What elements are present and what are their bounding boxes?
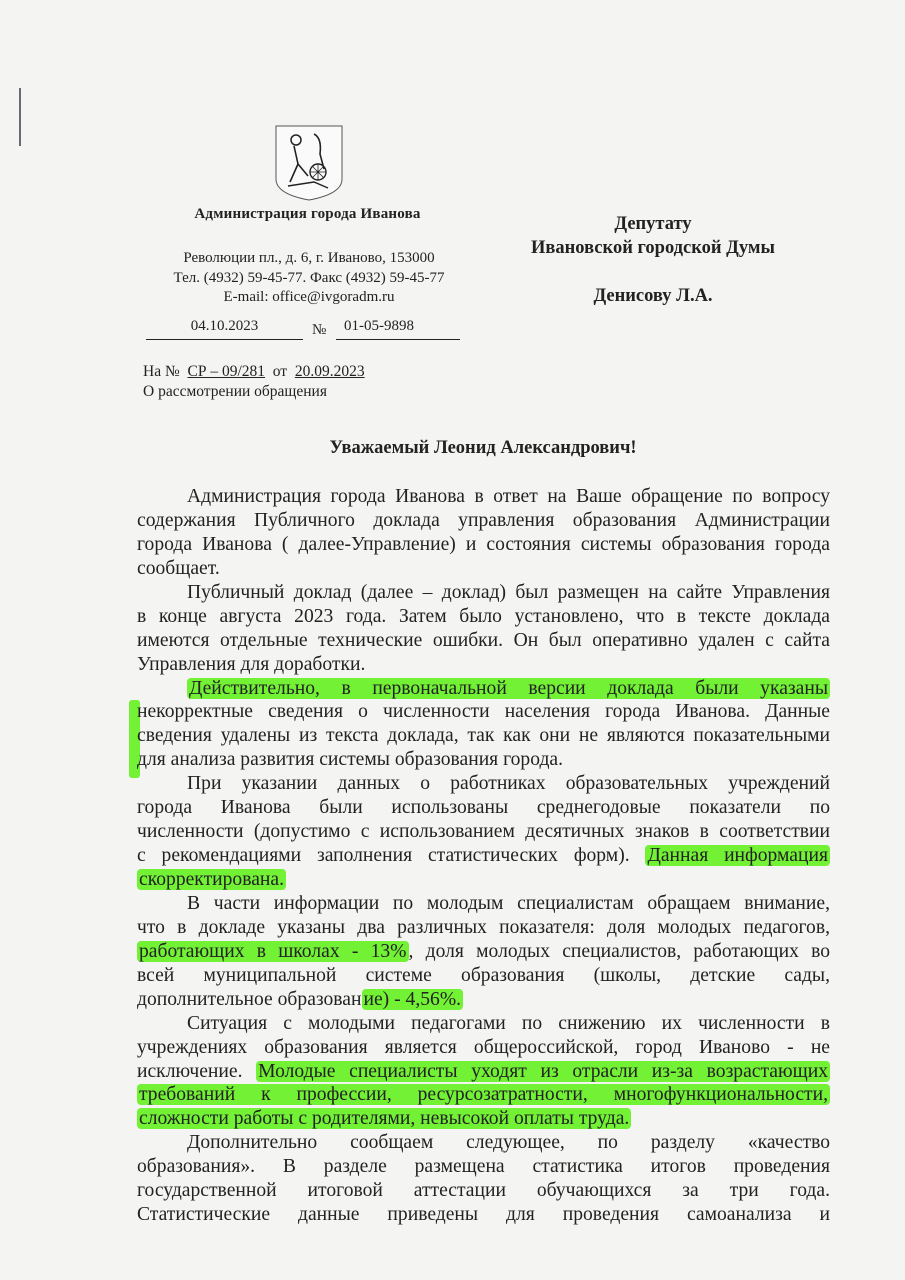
body-line <box>137 1060 830 1084</box>
body-line <box>137 844 830 868</box>
body-line <box>137 916 830 940</box>
body-line <box>137 653 830 677</box>
reply-date: 20.09.2023 <box>294 363 365 380</box>
body-line <box>137 820 830 844</box>
body-line <box>137 533 830 557</box>
body-line <box>137 772 830 796</box>
body-line <box>137 1083 830 1107</box>
body-text: сведения удалены из текста доклада, так как они не являются показательными <box>137 725 830 747</box>
body-text: Ситуация с молодыми педагогами по снижению их численности в <box>187 1012 830 1034</box>
body-line <box>137 557 830 581</box>
body-line <box>137 629 830 653</box>
body-line <box>137 677 830 701</box>
body-line <box>137 485 830 509</box>
body-text: При указании данных о работниках образовательных учреждений <box>187 773 830 795</box>
body-text: государственной итоговой аттестации обучающихся за три года. <box>137 1180 830 1202</box>
body-text: что в докладе указаны два различных показателя: доля молодых педагогов, <box>137 916 830 938</box>
body-line <box>137 724 830 748</box>
body-line <box>137 988 830 1012</box>
highlighted-text: ие) - 4,56%. <box>363 988 462 1010</box>
highlighted-text: сложности работы с родителями, невысокой оплаты труда. <box>139 1108 630 1130</box>
document-date: 04.10.2023 <box>146 318 303 340</box>
highlighted-text: требований к профессии, ресурсозатратности, многофункциональности, <box>139 1084 828 1106</box>
body-text: в конце августа 2023 года. Затем было установлено, что в тексте доклада <box>137 605 830 627</box>
number-sign: № <box>312 322 327 338</box>
body-line <box>137 964 830 988</box>
subject-line: О рассмотрении обращения <box>143 383 327 400</box>
phone-line: Тел. (4932) 59-45-77. Факс (4932) 59-45-77 <box>173 269 445 286</box>
body-text: для анализа развития системы образования города. <box>137 749 564 771</box>
highlighted-text: Действительно, в первоначальной версии доклада были указаны <box>189 677 828 699</box>
body-text: учреждениях образования является общероссийской, город Иваново - не <box>137 1036 830 1058</box>
highlighted-text: Данная информация <box>647 845 828 867</box>
body-text: всей муниципальной системе образования (школы, детские сады, <box>137 964 830 986</box>
body-line <box>137 1107 830 1131</box>
body-text: сообщает. <box>137 557 220 579</box>
body-line <box>137 1036 830 1060</box>
body-text: некорректные сведения о численности населения города Иванова. Данные <box>137 701 830 723</box>
addressee-name: Денисову Л.А. <box>593 286 713 306</box>
body-text: Дополнительно сообщаем следующее, по разделу «качество <box>187 1132 830 1154</box>
body-line <box>137 1203 830 1227</box>
letter-body <box>137 485 830 1227</box>
body-text: содержания Публичного доклада управления образования Администрации <box>137 509 830 531</box>
body-line <box>137 605 830 629</box>
reply-from: от <box>272 363 288 380</box>
body-line <box>137 700 830 724</box>
body-text: Публичный доклад (далее – доклад) был размещен на сайте Управления <box>187 581 830 603</box>
body-line <box>137 1131 830 1155</box>
body-line <box>137 581 830 605</box>
body-text: с рекомендациями заполнения статистических форм). <box>137 845 646 867</box>
body-text: имеются отдельные технические ошибки. Он был оперативно удален с сайта <box>137 629 830 651</box>
body-text: Статистические данные приведены для проведения самоанализа и <box>137 1204 830 1226</box>
addressee-block <box>500 212 806 308</box>
scan-margin-mark <box>19 88 21 146</box>
body-line <box>137 868 830 892</box>
reply-prefix: На № <box>143 363 180 380</box>
body-text: образования». В разделе размещена статистика итогов проведения <box>137 1156 830 1178</box>
reply-reference <box>143 362 365 402</box>
body-text: Администрация города Иванова в ответ на Ваше обращение по вопросу <box>187 486 830 507</box>
body-text: исключение. <box>137 1060 257 1082</box>
highlighted-text: скорректирована. <box>139 869 284 890</box>
body-text: города Иванова ( далее-Управление) и состояния системы образования города <box>137 533 830 555</box>
registration-row <box>146 318 460 344</box>
address-line: Революции пл., д. 6, г. Иваново, 153000 <box>183 250 435 266</box>
body-line <box>137 748 830 772</box>
email-line: E-mail: office@ivgoradm.ru <box>223 289 395 305</box>
body-text: , доля молодых специалистов, работающих во <box>408 940 831 962</box>
body-line <box>137 1155 830 1179</box>
highlighted-text: Молодые специалисты уходят из отрасли из-за возрастающих <box>258 1060 829 1082</box>
body-line <box>137 509 830 533</box>
body-line <box>137 1179 830 1203</box>
body-line <box>137 892 830 916</box>
body-text: города Иванова были использованы среднегодовые показатели по <box>137 797 830 819</box>
body-line <box>137 1012 830 1036</box>
city-coat-of-arms-logo <box>274 124 344 202</box>
body-line <box>137 940 830 964</box>
body-line <box>137 796 830 820</box>
document-number: 01-05-9898 <box>336 318 460 340</box>
body-text: дополнительное образован <box>137 988 362 1010</box>
addressee-title: Депутату <box>614 214 692 234</box>
body-text: В части информации по молодым специалистам обращаем внимание, <box>187 892 830 914</box>
addressee-body: Ивановской городской Думы <box>531 238 775 258</box>
body-text: численности (допустимо с использованием десятичных знаков в соответствии <box>137 821 830 843</box>
organization-name: Администрация города Иванова <box>194 206 421 222</box>
body-text: Управления для доработки. <box>137 653 366 675</box>
reply-number: СР – 09/281 <box>187 363 266 380</box>
salutation: Уважаемый Леонид Александрович! <box>329 438 637 458</box>
organization-contacts <box>150 249 468 308</box>
highlighted-text: работающих в школах - 13% <box>139 940 407 962</box>
